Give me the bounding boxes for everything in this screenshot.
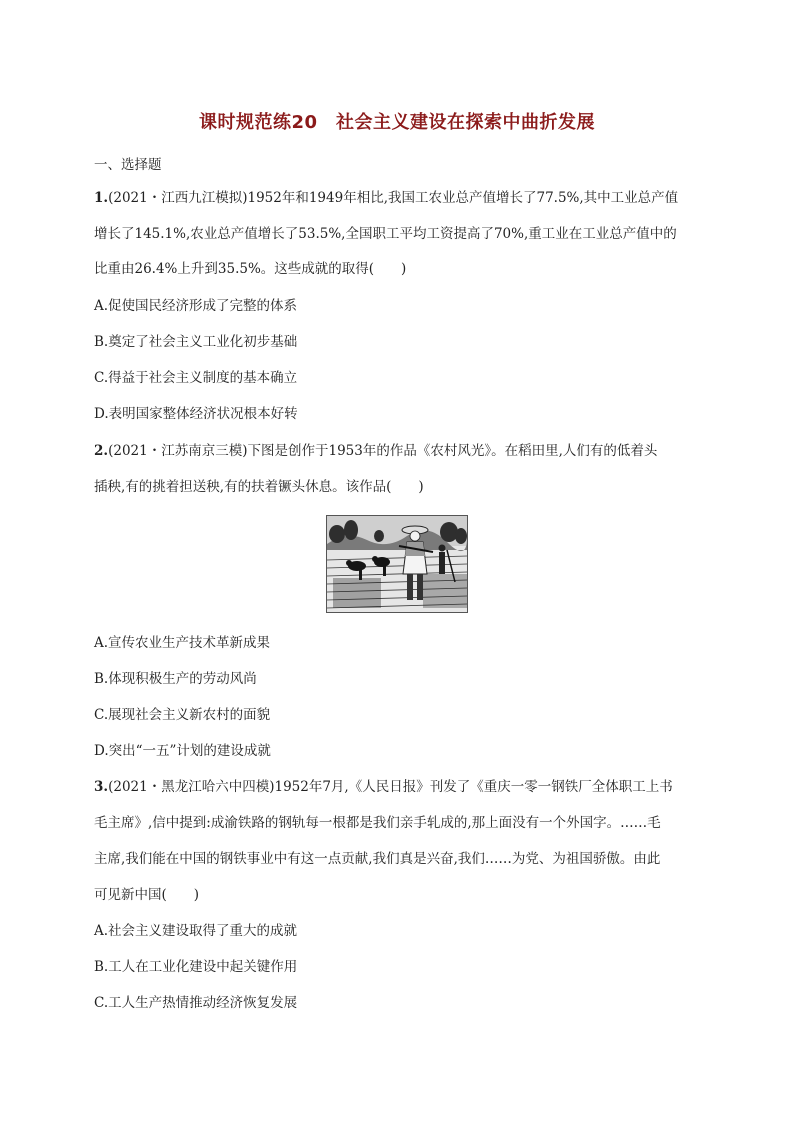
question-number: 3.	[94, 779, 109, 795]
question-number: 1.	[94, 190, 109, 206]
question-2-option-a: A.宣传农业生产技术革新成果	[94, 635, 271, 651]
question-2-option-d: D.突出“一五”计划的建设成就	[94, 743, 271, 759]
page-title: 课时规范练20 社会主义建设在探索中曲折发展	[198, 112, 596, 133]
question-1-line-1	[94, 189, 714, 207]
question-3-line-2: 毛主席》,信中提到:成渝铁路的钢轨每一根都是我们亲手轧成的,那上面没有一个外国字。……毛	[94, 815, 661, 831]
question-2-line-2: 插秧,有的挑着担送秧,有的扶着镢头休息。该作品( )	[94, 479, 424, 495]
question-2-line-1	[94, 442, 714, 460]
question-3-option-c: C.工人生产热情推动经济恢复发展	[94, 995, 298, 1011]
question-1-line-2: 增长了145.1%,农业总产值增长了53.5%,全国职工平均工资提高了70%,重工业在工业总产值中的	[94, 226, 677, 242]
question-3-line-3: 主席,我们能在中国的钢铁事业中有这一点贡献,我们真是兴奋,我们……为党、为祖国骄傲。由此	[94, 851, 661, 867]
question-2-option-c: C.展现社会主义新农村的面貌	[94, 707, 271, 723]
question-1-option-b: B.奠定了社会主义工业化初步基础	[94, 334, 298, 350]
question-1-option-a: A.促使国民经济形成了完整的体系	[94, 298, 298, 314]
question-1-option-c: C.得益于社会主义制度的基本确立	[94, 370, 298, 386]
question-1-option-d: D.表明国家整体经济状况根本好转	[94, 406, 298, 422]
question-1-line-3: 比重由26.4%上升到35.5%。这些成就的取得( )	[94, 261, 407, 277]
question-number: 2.	[94, 443, 109, 459]
question-3-line-4: 可见新中国( )	[94, 887, 200, 903]
question-text: (2021・江苏南京三模)下图是创作于1953年的作品《农村风光》。在稻田里,人们有的低着头	[108, 443, 658, 459]
question-2-option-b: B.体现积极生产的劳动风尚	[94, 671, 257, 687]
question-3-option-b: B.工人在工业化建设中起关键作用	[94, 959, 298, 975]
question-3-line-1	[94, 778, 714, 796]
question-text: (2021・江西九江模拟)1952年和1949年相比,我国工农业总产值增长了77.5%,其中工业总产值	[108, 190, 679, 206]
question-text: (2021・黑龙江哈六中四模)1952年7月,《人民日报》刊发了《重庆一零一钢铁厂全体职工上书	[108, 779, 673, 795]
question-3-option-a: A.社会主义建设取得了重大的成就	[94, 923, 298, 939]
section-heading: 一、选择题	[94, 157, 162, 173]
woodcut-figure-image	[326, 515, 468, 613]
